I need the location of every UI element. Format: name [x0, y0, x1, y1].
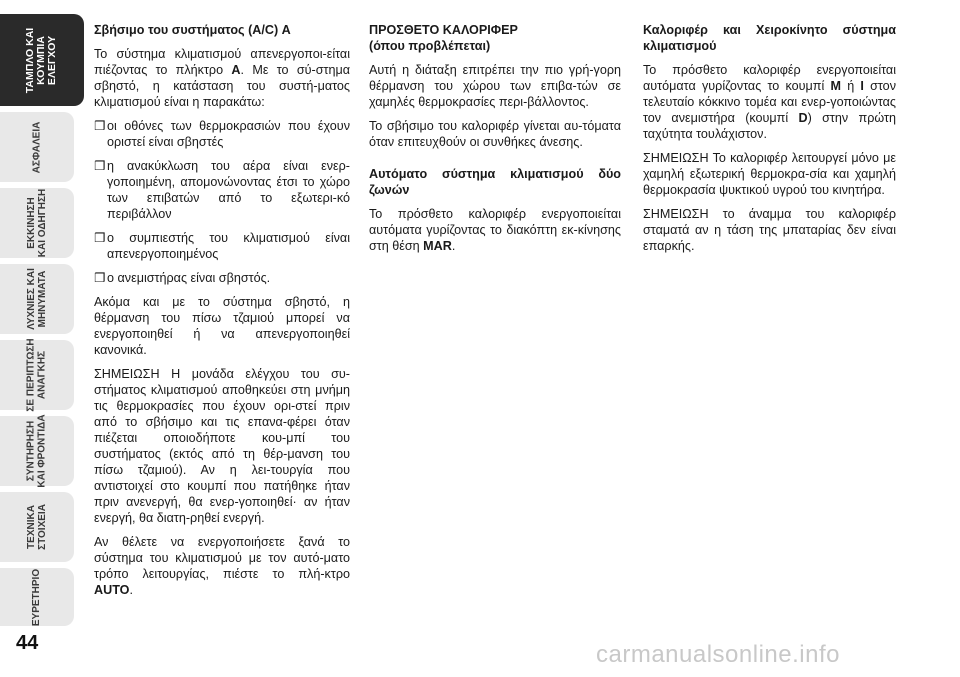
- section-heading: Σβήσιμο του συστήματος (A/C) A: [94, 23, 291, 37]
- key-label: MAR: [423, 239, 452, 253]
- section-heading: Καλοριφέρ και Χειροκίνητο σύστημα κλιματισμού: [643, 23, 896, 53]
- section-tabs: [0, 0, 86, 677]
- tab-maintenance[interactable]: [0, 416, 74, 486]
- list-item: ❒ ο συμπιεστής του κλιματισμού είναι απενεργοποιημένος: [94, 231, 350, 261]
- checkbox-bullet-icon: ❒: [94, 231, 106, 245]
- paragraph: Το πρόσθετο καλοριφέρ ενεργοποιείται αυτόματα γυρίζοντας το διακόπτη εκ-κίνησης στη θέση MAR.: [369, 207, 621, 253]
- tab-safety[interactable]: [0, 112, 74, 182]
- checkbox-bullet-icon: ❒: [94, 159, 106, 173]
- tab-dashboard-controls[interactable]: [0, 14, 84, 106]
- list-item: ❒ ο ανεμιστήρας είναι σβηστός.: [94, 271, 271, 285]
- key-label: M: [830, 79, 841, 93]
- tab-emergency[interactable]: [0, 340, 74, 410]
- tab-label: ΛΥΧΝΙΕΣ ΚΑΙ ΜΗΝΥΜΑΤΑ: [26, 268, 48, 330]
- list-item: ❒ η ανακύκλωση του αέρα είναι ενερ-γοποιημένη, απομονώνοντας έτσι το χώρο των επιβατών από το εξωτερι-κό περιβάλλον: [94, 159, 350, 221]
- checkbox-bullet-icon: ❒: [94, 271, 106, 285]
- tab-lights-messages[interactable]: [0, 264, 74, 334]
- paragraph: Ακόμα και με το σύστημα σβηστό, η θέρμανση του πίσω τζαμιού μπορεί να ενεργοποιηθεί ή να απενεργοποιηθεί κανονικά.: [94, 295, 350, 357]
- tab-technical-data[interactable]: [0, 492, 74, 562]
- checkbox-bullet-icon: ❒: [94, 119, 106, 133]
- section-heading: ΠΡΟΣΘΕΤΟ ΚΑΛΟΡΙΦΕΡ (όπου προβλέπεται): [369, 23, 518, 53]
- paragraph: Το σβήσιμο του καλοριφέρ γίνεται αυ-τόματα όταν επιτευχθούν οι συνθήκες άνεσης.: [369, 119, 621, 149]
- tab-starting-driving[interactable]: [0, 188, 74, 258]
- column-1: [94, 22, 350, 606]
- note-paragraph: ΣΗΜΕΙΩΣΗ Η μονάδα ελέγχου του συ-στήματος κλιματισμού αποθηκεύει στη μνήμη τις θερμοκρασίες που έχουν ορι-στεί πριν από το σβήσιμο και τις επανα-φέρει όταν πιέζεται οποιοδήποτε κου-μπί του συστήματος (εκτός από τη θέρ-μανση του πίσω τζαμιού). Αν η λει-τουργία που αντιστοιχεί στο κουμπί που πατήθηκε ήταν πριν ανενεργή, θα ενερ-γοποιηθεί· αν ήταν ενεργή, θα διατη-ρηθεί ενεργή.: [94, 367, 350, 525]
- key-label: D: [798, 111, 808, 125]
- section-heading: Αυτόματο σύστημα κλιματισμού δύο ζωνών: [369, 167, 621, 197]
- paragraph: Το πρόσθετο καλοριφέρ ενεργοποιείται αυτόματα γυρίζοντας το κουμπί M ή I στον τελευταίο κόκκινο τομέα και ενερ-γοποιώντας τον ανεμιστήρα (κουμπί D) στην πρώτη ταχύτητα τουλάχιστον.: [643, 63, 896, 141]
- key-label: A: [231, 63, 241, 77]
- tab-label: ΣΕ ΠΕΡΙΠΤΩΣΗ ΑΝΑΓΚΗΣ: [26, 338, 48, 412]
- note-paragraph: ΣΗΜΕΙΩΣΗ το άναμμα του καλοριφέρ σταματά αν η τάση της μπαταρίας δεν είναι επαρκής.: [643, 207, 896, 253]
- paragraph: Αν θέλετε να ενεργοποιήσετε ξανά το σύστημα του κλιματισμού με τον αυτό-ματο τρόπο λειτουργίας, πιέστε το πλή-κτρο AUTO.: [94, 535, 350, 597]
- column-2: [369, 22, 621, 262]
- column-3: [643, 22, 896, 262]
- tab-label: ΤΑΜΠΛΟ ΚΑΙ ΚΟΥΜΠΙΑ ΕΛΕΓΧΟΥ: [24, 27, 59, 93]
- tab-label: ΑΣΦΑΛΕΙΑ: [31, 121, 43, 173]
- tab-label: ΕΥΡΕΤΗΡΙΟ: [31, 568, 43, 626]
- tab-label: ΕΚΚΙΝΗΣΗ ΚΑΙ ΟΔΗΓΗΣΗ: [26, 188, 48, 258]
- tab-label: ΣΥΝΤΗΡΗΣΗ ΚΑΙ ΦΡΟΝΤΙΔΑ: [26, 414, 48, 488]
- key-label: AUTO: [94, 583, 130, 597]
- page-number: 44: [16, 632, 39, 654]
- key-label: I: [860, 79, 864, 93]
- list-item: ❒ οι οθόνες των θερμοκρασιών που έχουν οριστεί είναι σβηστές: [94, 119, 350, 149]
- tab-index[interactable]: [0, 568, 74, 626]
- watermark: carmanualsonline.info: [596, 641, 840, 668]
- paragraph: Αυτή η διάταξη επιτρέπει την πιο γρή-γορη θέρμανση του χώρου των επιβα-τών σε χαμηλές θερμοκρασίες περι-βάλλοντος.: [369, 63, 621, 109]
- note-paragraph: ΣΗΜΕΙΩΣΗ Το καλοριφέρ λειτουργεί μόνο με χαμηλή εξωτερική θερμοκρα-σία και χαμηλή θερμοκρασία ψυκτικού υγρού του κινητήρα.: [643, 151, 896, 197]
- tab-label: ΤΕΧΝΙΚΑ ΣΤΟΙΧΕΙΑ: [25, 504, 48, 550]
- paragraph: Το σύστημα κλιματισμού απενεργοποι-είται πιέζοντας το πλήκτρο A. Με το σύ-στημα σβηστό, η κατάσταση του συστή-ματος κλιματισμού είναι η παρακάτω:: [94, 47, 350, 109]
